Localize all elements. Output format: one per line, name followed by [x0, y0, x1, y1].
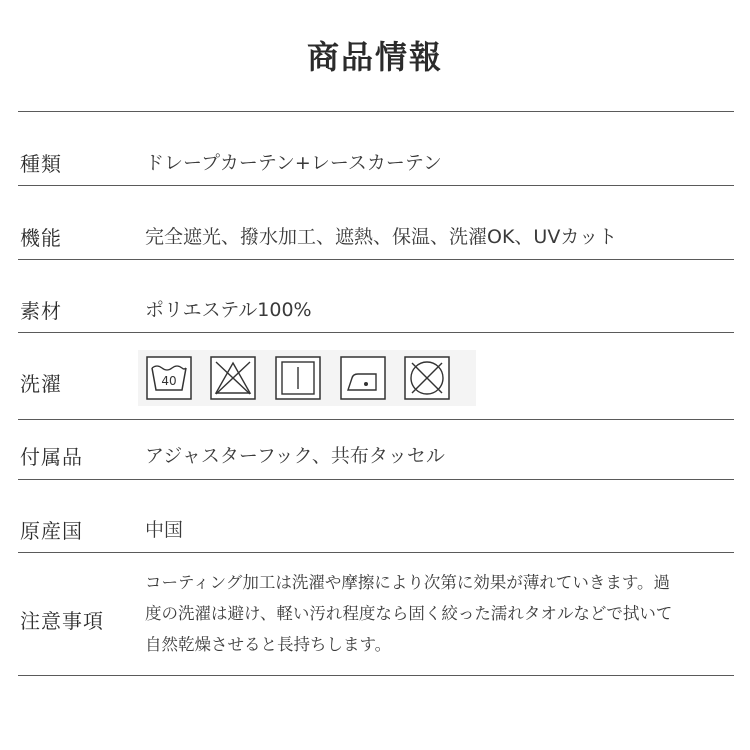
- divider: [18, 479, 734, 480]
- divider: [18, 185, 734, 186]
- row-value-origin: 中国: [145, 519, 184, 541]
- page-title: 商品情報: [306, 38, 443, 76]
- row-label-type: 種類: [20, 152, 62, 176]
- no-bleach-icon: [210, 356, 256, 400]
- divider: [18, 419, 734, 420]
- row-label-washing: 洗濯: [20, 372, 62, 396]
- notes-text: [145, 567, 735, 660]
- notes-line: 自然乾燥させると長持ちします。: [145, 635, 392, 654]
- row-label-material: 素材: [20, 299, 62, 323]
- notes-line: コーティング加工は洗濯や摩擦により次第に効果が薄れていきます。過: [145, 573, 671, 592]
- no-dry-clean-icon: [404, 356, 450, 400]
- divider: [18, 552, 734, 553]
- divider: [18, 259, 734, 260]
- row-value-material: ポリエステル100%: [145, 299, 312, 321]
- divider: [18, 675, 734, 676]
- row-value-function: 完全遮光、撥水加工、遮熱、保温、洗濯OK、UVカット: [145, 226, 618, 248]
- notes-line: 度の洗濯は避け、軽い汚れ程度なら固く絞った濡れタオルなどで拭いて: [145, 604, 673, 623]
- row-value-type: ドレープカーテン+レースカーテン: [145, 152, 442, 174]
- divider: [18, 111, 734, 112]
- iron-low-icon: [340, 356, 386, 400]
- wash-temp-label: 40: [161, 374, 177, 388]
- tumble-dry-icon: [275, 356, 321, 400]
- wash-40-icon: [146, 356, 192, 400]
- row-label-function: 機能: [20, 226, 62, 250]
- row-label-accessories: 付属品: [20, 445, 83, 469]
- row-label-origin: 原産国: [20, 519, 83, 543]
- row-value-accessories: アジャスターフック、共布タッセル: [145, 445, 445, 467]
- divider: [18, 332, 734, 333]
- row-label-notes: 注意事項: [20, 609, 104, 633]
